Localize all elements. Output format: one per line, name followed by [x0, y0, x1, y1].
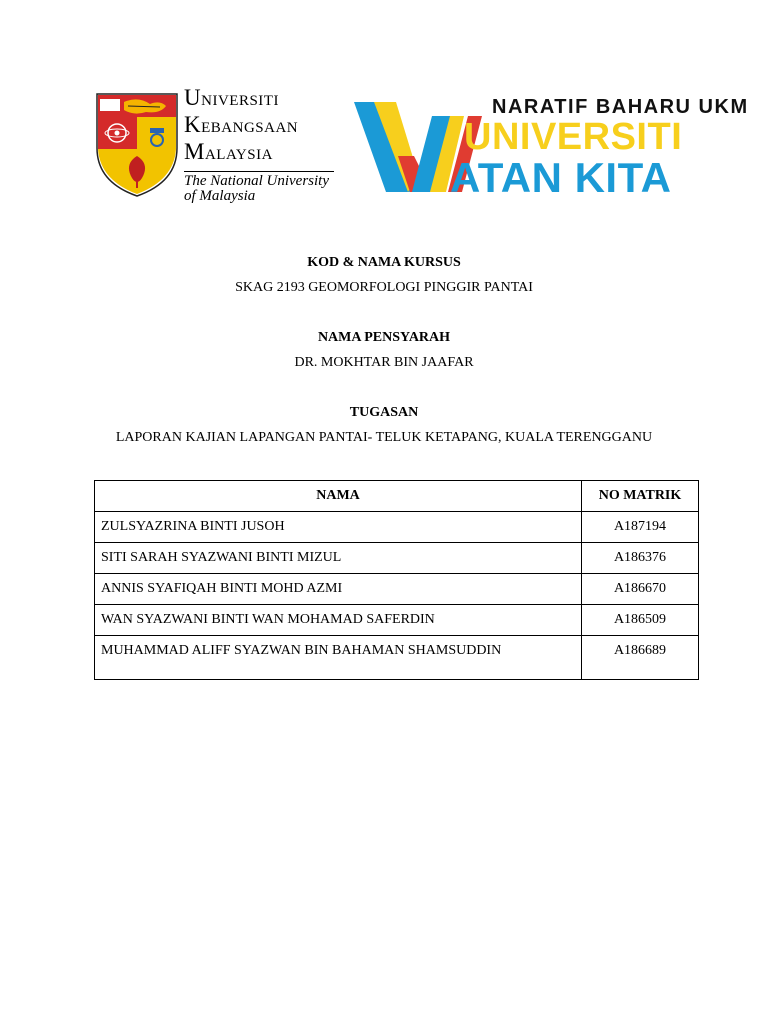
ukm-name-line-1: UNIVERSITI	[184, 85, 279, 110]
assignment-value: LAPORAN KAJIAN LAPANGAN PANTAI- TELUK KETAPANG, KUALA TERENGGANU	[115, 430, 653, 445]
student-matric: A186376	[582, 543, 699, 574]
course-label: KOD & NAMA KURSUS	[307, 255, 461, 270]
student-matric: A186670	[582, 574, 699, 605]
student-name: SITI SARAH SYAZWANI BINTI MIZUL	[95, 543, 582, 574]
table-row	[95, 605, 699, 636]
lecturer-value: DR. MOKHTAR BIN JAAFAR	[294, 355, 474, 370]
student-table	[94, 480, 699, 680]
ukm-logo	[94, 85, 344, 204]
ukm-english-line-1: The National University	[184, 173, 329, 189]
table-row	[95, 574, 699, 605]
ukm-divider	[184, 171, 334, 172]
student-name: WAN SYAZWANI BINTI WAN MOHAMAD SAFERDIN	[95, 605, 582, 636]
campaign-tagline: NARATIF BAHARU UKM	[492, 96, 749, 118]
student-matric: A186689	[582, 636, 699, 680]
ukm-english-line-2: of Malaysia	[184, 188, 256, 204]
course-section	[0, 254, 768, 297]
campaign-word-universiti: UNIVERSITI	[464, 116, 683, 158]
header-no-matrik: NO MATRIK	[582, 481, 699, 512]
table-row	[95, 636, 699, 680]
student-matric: A187194	[582, 512, 699, 543]
assignment-label: TUGASAN	[349, 405, 419, 420]
student-name: ANNIS SYAFIQAH BINTI MOHD AZMI	[95, 574, 582, 605]
header-logos	[0, 0, 768, 220]
student-name: MUHAMMAD ALIFF SYAZWAN BIN BAHAMAN SHAMSUDDIN	[95, 636, 582, 680]
ukm-crest-icon	[94, 90, 180, 198]
student-matric: A186509	[582, 605, 699, 636]
ukm-name-line-3: MALAYSIA	[184, 139, 273, 164]
student-name: ZULSYAZRINA BINTI JUSOH	[95, 512, 582, 543]
course-value: SKAG 2193 GEOMORFOLOGI PINGGIR PANTAI	[235, 280, 533, 295]
assignment-section	[0, 404, 768, 447]
table-row	[95, 512, 699, 543]
universiti-watan-kita-logo	[352, 96, 749, 201]
header-nama: NAMA	[95, 481, 582, 512]
table-header-row	[95, 481, 699, 512]
ukm-name-line-2: KEBANGSAAN	[184, 112, 299, 137]
ukm-wordmark	[184, 86, 344, 204]
lecturer-section	[0, 329, 768, 372]
lecturer-label: NAMA PENSYARAH	[317, 330, 451, 345]
table-row	[95, 543, 699, 574]
campaign-word-atan-kita: ATAN KITA	[450, 154, 672, 201]
